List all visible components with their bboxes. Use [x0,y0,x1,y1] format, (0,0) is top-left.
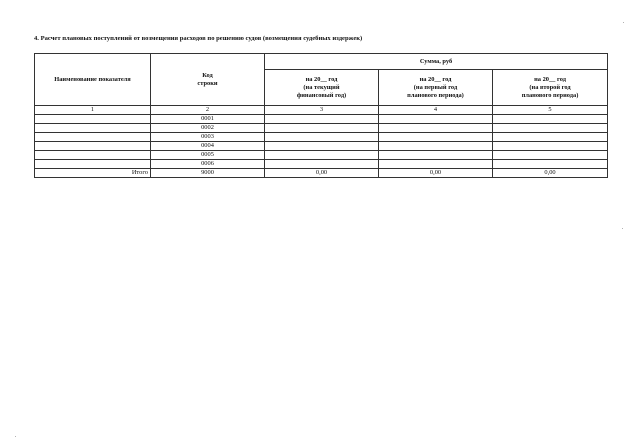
year3-line2: (на второй год [529,83,571,91]
header-indicator-name: Наименование показателя [35,54,151,106]
row-value-year3 [493,142,608,151]
header-year-second-plan [493,70,608,106]
total-label: Итого [35,169,151,178]
total-code: 9000 [151,169,265,178]
year3-line1: на 20__ год [534,75,566,83]
table-row [35,151,608,160]
total-value-year1: 0,00 [265,169,379,178]
row-name-cell [35,142,151,151]
year2-line2: (на первый год [413,83,458,91]
row-value-year1 [265,124,379,133]
row-value-year2 [379,160,493,169]
header-year-current [265,70,379,106]
row-value-year1 [265,151,379,160]
row-value-year2 [379,133,493,142]
total-value-year2: 0,00 [379,169,493,178]
row-value-year2 [379,124,493,133]
scan-speck [15,436,16,437]
row-value-year2 [379,115,493,124]
total-row [35,169,608,178]
year1-line2: (на текущий [303,83,340,91]
scan-speck [623,22,624,23]
column-number: 1 [35,106,151,115]
table-row [35,142,608,151]
header-row-code [151,54,265,106]
row-value-year2 [379,142,493,151]
row-value-year3 [493,160,608,169]
row-code-cell: 0003 [151,133,265,142]
row-name-cell [35,124,151,133]
year1-line3: финансовый год) [296,91,347,99]
table-row [35,115,608,124]
column-number: 3 [265,106,379,115]
row-value-year2 [379,151,493,160]
column-number: 4 [379,106,493,115]
row-value-year1 [265,115,379,124]
year2-line1: на 20__ год [419,75,452,83]
row-code-cell: 0006 [151,160,265,169]
table-row [35,124,608,133]
column-number: 2 [151,106,265,115]
revenue-plan-table [34,53,608,178]
header-code-line2: строки [197,79,218,87]
row-value-year1 [265,142,379,151]
header-sum-group: Сумма, руб [265,54,608,70]
row-code-cell: 0005 [151,151,265,160]
year1-line1: на 20__ год [305,75,338,83]
total-value-year3: 0,00 [493,169,608,178]
table-row [35,133,608,142]
header-code-line1: Код [202,71,213,79]
row-value-year3 [493,115,608,124]
header-row-top [35,54,608,70]
row-value-year1 [265,133,379,142]
column-numbers-row [35,106,608,115]
row-code-cell: 0001 [151,115,265,124]
row-name-cell [35,160,151,169]
section-title: 4. Расчет плановых поступлений от возмещения расходов по решению судов (возмещения судебных издержек) [34,35,363,42]
row-name-cell [35,133,151,142]
row-value-year1 [265,160,379,169]
year2-line3: планового периода) [407,91,464,99]
header-year-first-plan [379,70,493,106]
column-number: 5 [493,106,608,115]
row-code-cell: 0002 [151,124,265,133]
row-name-cell [35,115,151,124]
row-code-cell: 0004 [151,142,265,151]
row-value-year3 [493,151,608,160]
year3-line3: планового периода) [521,91,579,99]
row-value-year3 [493,133,608,142]
scan-speck [622,228,623,229]
row-name-cell [35,151,151,160]
table-row [35,160,608,169]
row-value-year3 [493,124,608,133]
